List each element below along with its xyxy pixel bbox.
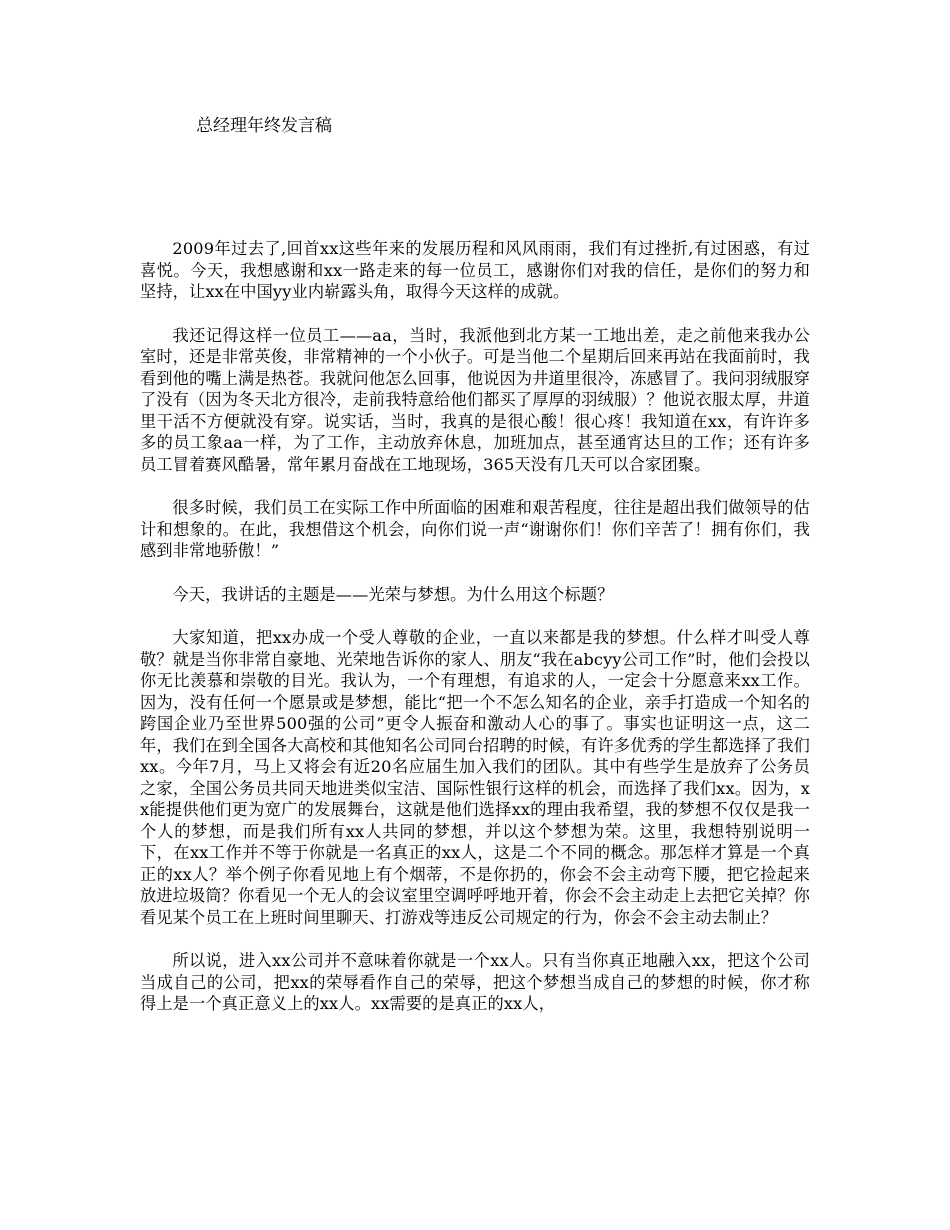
document-title: 总经理年终发言稿 [196, 116, 332, 136]
paragraph-3: 很多时候，我们员工在实际工作中所面临的困难和艰苦程度，往往是超出我们做领导的估计和想象的。在此，我想借这个机会，向你们说一声“谢谢你们！你们辛苦了！拥有你们，我感到非常地骄傲！” [140, 498, 810, 560]
paragraph-5: 大家知道，把xx办成一个受人尊敬的企业，一直以来都是我的梦想。什么样才叫受人尊敬？就是当你非常自豪地、光荣地告诉你的家人、朋友“我在abcyy公司工作”时，他们会投以你无比羡慕和崇敬的目光。我认为，一个有理想，有追求的人，一定会十分愿意来xx工作。因为，没有任何一个愿景或是梦想，能比“把一个不怎么知名的企业，亲手打造成一个知名的跨国企业乃至世界500强的公司”更令人振奋和激动人心的事了。事实也证明这一点，这二年，我们在到全国各大高校和其他知名公司同台招聘的时候，有许多优秀的学生都选择了我们xx。今年7月，马上又将会有近20名应届生加入我们的团队。其中有些学生是放弃了公务员之家，全国公务员共同天地进类似宝洁、国际性银行这样的机会，而选择了我们xx。因为，xx能提供他们更为宽广的发展舞台，这就是他们选择xx的理由我希望，我的梦想不仅仅是我一个人的梦想，而是我们所有xx人共同的梦想，并以这个梦想为荣。这里，我想特别说明一下，在xx工作并不等于你就是一名真正的xx人，这是二个不同的概念。那怎样才算是一个真正的xx人？举个例子你看见地上有个烟蒂，不是你扔的，你会不会主动弯下腰，把它捡起来放进垃圾筒？你看见一个无人的会议室里空调呼呼地开着，你会不会主动走上去把它关掉？你看见某个员工在上班时间里聊天、打游戏等违反公司规定的行为，你会不会主动去制止？ [140, 628, 810, 927]
paragraph-2: 我还记得这样一位员工——aa，当时，我派他到北方某一工地出差，走之前他来我办公室时，还是非常英俊，非常精神的一个小伙子。可是当他二个星期后回来再站在我面前时，我看到他的嘴上满是热苍。我就问他怎么回事，他说因为井道里很冷，冻感冒了。我问羽绒服穿了没有（因为冬天北方很冷，走前我特意给他们都买了厚厚的羽绒服）？他说衣服太厚，井道里干活不方便就没有穿。说实话，当时，我真的是很心酸！很心疼！我知道在xx，有许许多多的员工象aa一样，为了工作，主动放弃休息，加班加点，甚至通宵达旦的工作；还有许多员工冒着赛风酷暑，常年累月奋战在工地现场，365天没有几天可以合家团聚。 [140, 325, 810, 474]
document-body [140, 238, 810, 1037]
paragraph-4: 今天，我讲话的主题是——光荣与梦想。为什么用这个标题？ [172, 584, 614, 604]
paragraph-6: 所以说，进入xx公司并不意味着你就是一个xx人。只有当你真正地融入xx，把这个公司当成自己的公司，把xx的荣辱看作自己的荣辱，把这个梦想当成自己的梦想的时候，你才称得上是一个真正意义上的xx人。xx需要的是真正的xx人， [140, 951, 810, 1013]
paragraph-1: 2009年过去了,回首xx这些年来的发展历程和风风雨雨，我们有过挫折,有过困惑，有过喜悦。今天，我想感谢和xx一路走来的每一位员工，感谢你们对我的信任，是你们的努力和坚持，让xx在中国yy业内崭露头角，取得今天这样的成就。 [140, 239, 810, 301]
